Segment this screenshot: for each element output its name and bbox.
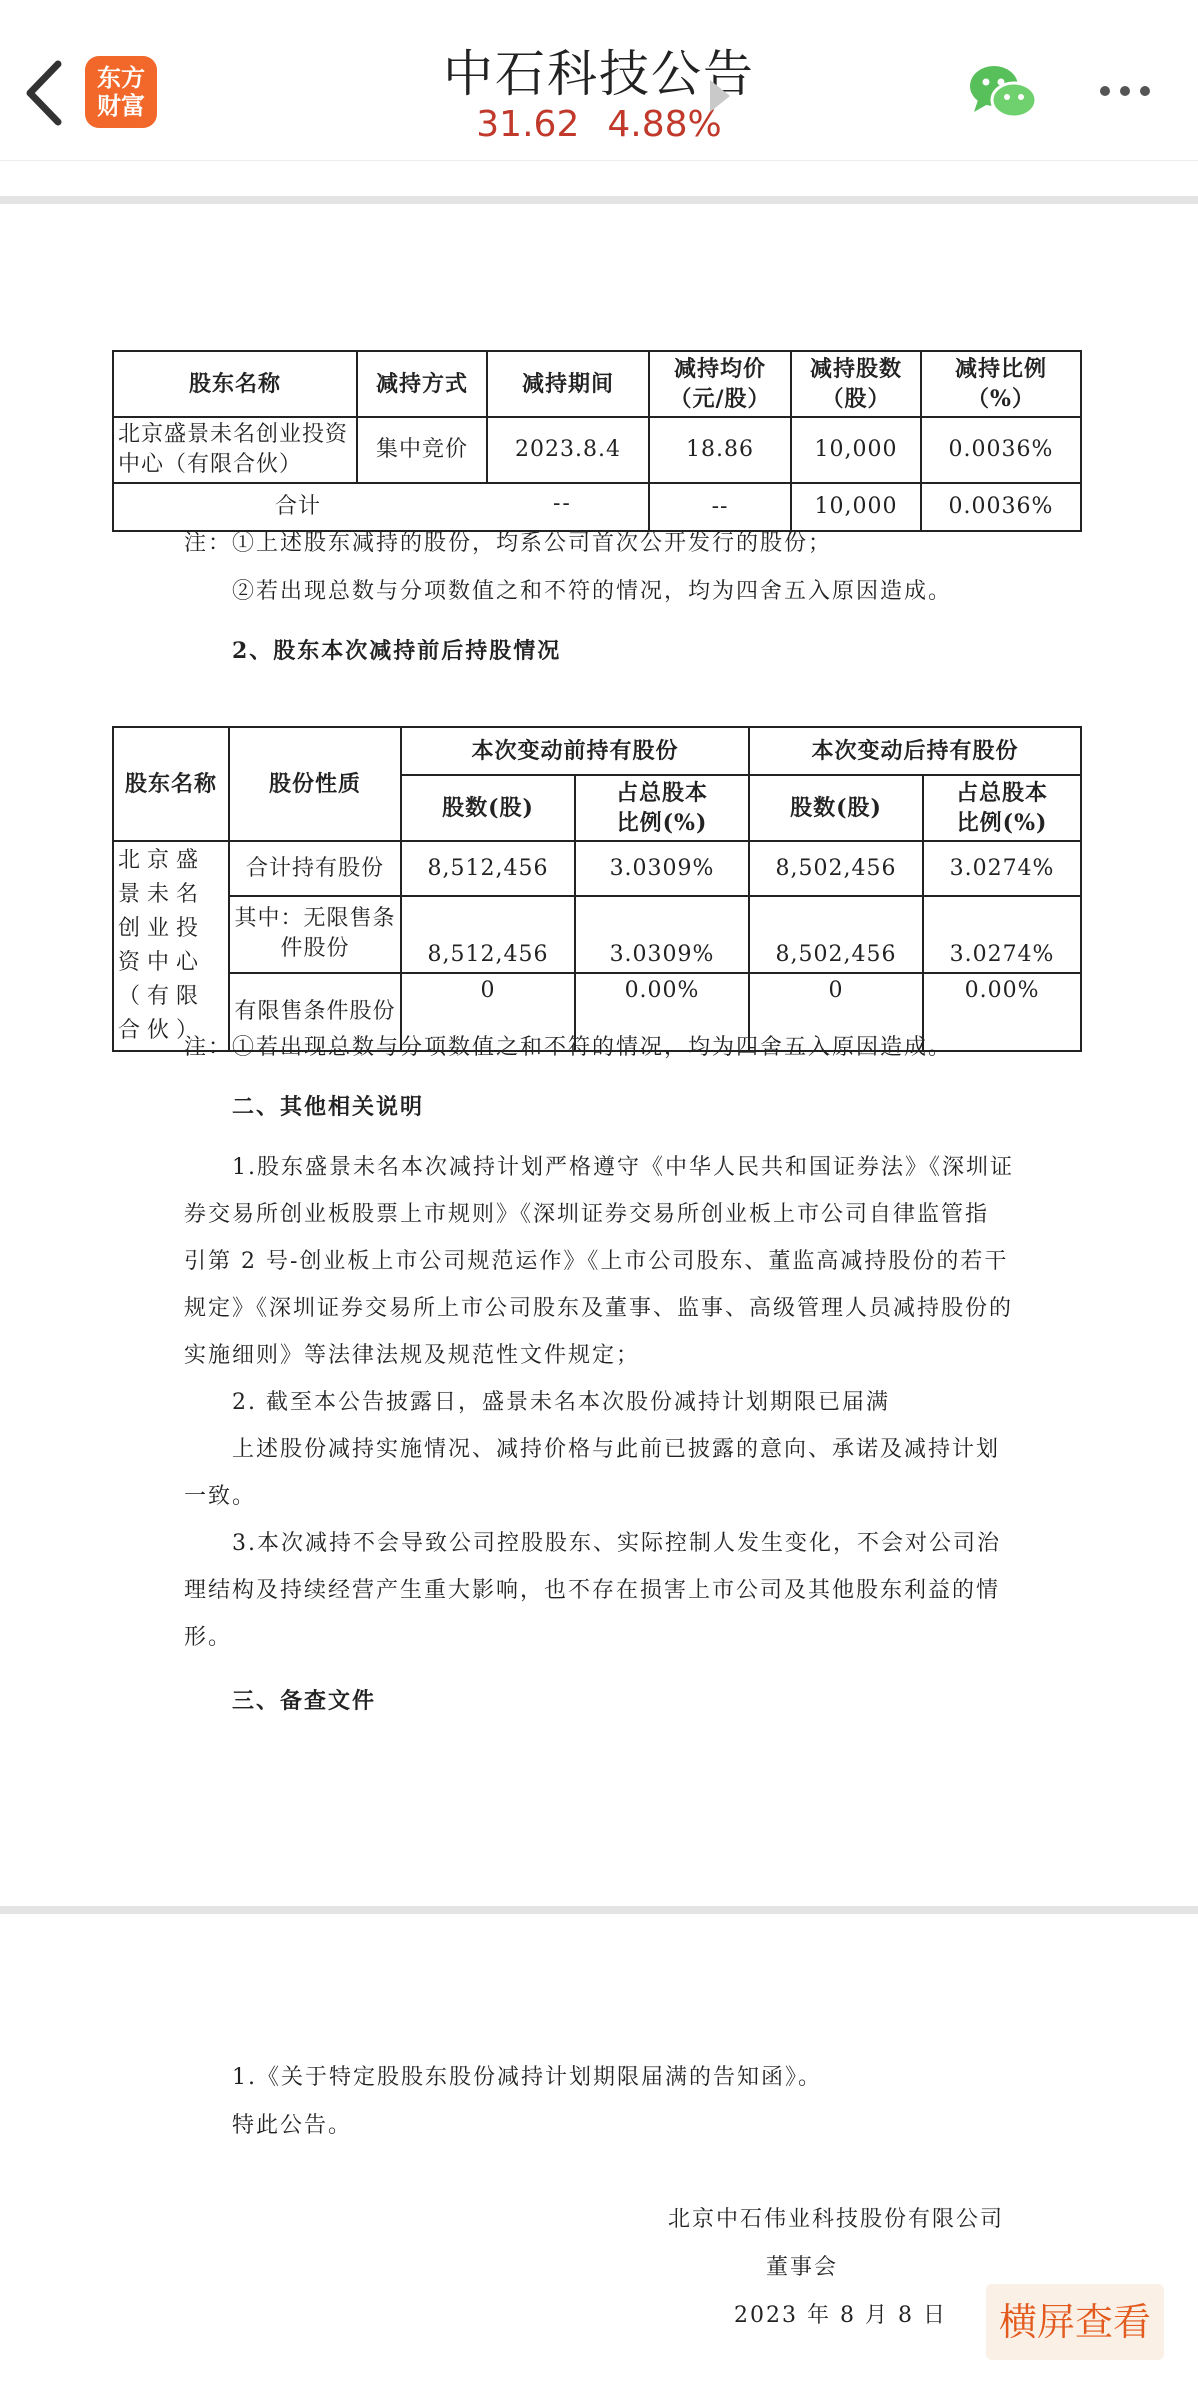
cell-shareholder: 北京盛景未名创业投资中心（有限合伙）: [113, 841, 229, 1051]
th-avg-price: 减持均价 （元/股）: [649, 351, 791, 417]
logo-text-line2: 财富: [97, 92, 145, 120]
note1-line1: 注：①上述股东减持的股份，均系公司首次公开发行的股份；: [184, 531, 833, 556]
th-after-shares: 股数(股): [749, 775, 923, 841]
cell-after-shares: 0: [749, 973, 923, 1051]
paragraph-line: 券交易所创业板股票上市规则》《深圳证券交易所创业板上市公司自律监管指: [184, 1202, 990, 1227]
cell-after-shares: 8,502,456: [749, 841, 923, 896]
table-row: [113, 841, 1081, 896]
wechat-share-icon[interactable]: [968, 62, 1038, 122]
cell-total-period: --: [553, 491, 572, 516]
th-after-ratio: 占总股本 比例(%): [923, 775, 1081, 841]
stock-change-pct: 4.88%: [607, 104, 722, 145]
more-options-icon[interactable]: [1100, 86, 1150, 96]
expand-triangle-icon[interactable]: [710, 80, 730, 112]
note1-line2: ②若出现总数与分项数值之和不符的情况，均为四舍五入原因造成。: [232, 579, 953, 604]
cell-total-label: 合计: [113, 483, 649, 531]
paragraph-line: 规定》《深圳证券交易所上市公司股东及董事、监事、高级管理人员减持股份的: [184, 1296, 1014, 1321]
cell-shareholder: 北京盛景未名创业投资中心（有限合伙）: [113, 417, 357, 483]
th-before-ratio: 占总股本 比例(%): [575, 775, 749, 841]
section-2-title: 2、股东本次减持前后持股情况: [232, 638, 562, 664]
cell-after-ratio: 3.0274%: [923, 841, 1081, 896]
signature-company: 北京中石伟业科技股份有限公司: [668, 2207, 1005, 2232]
cell-after-ratio: 0.00%: [923, 973, 1081, 1051]
table-row: [113, 417, 1081, 483]
th-nature: 股份性质: [229, 727, 401, 841]
th-ratio: 减持比例 （%）: [921, 351, 1081, 417]
cell-total-shares: 10,000: [791, 483, 921, 531]
cell-ratio: 0.0036%: [921, 417, 1081, 483]
cell-before-ratio: 3.0309%: [575, 841, 749, 896]
cell-nature: 其中：无限售条件股份: [229, 896, 401, 972]
cell-before-shares: 8,512,456: [401, 896, 575, 972]
page-title: 中石科技公告: [443, 45, 755, 103]
cell-before-shares: 0: [401, 973, 575, 1051]
cell-total-avg-price: --: [649, 483, 791, 531]
holding-change-table: [112, 726, 1082, 1052]
paragraph-line: 上述股份减持实施情况、减持价格与此前已披露的意向、承诺及减持计划: [232, 1437, 1001, 1462]
cell-period: 2023.8.4: [487, 417, 649, 483]
cell-after-shares: 8,502,456: [749, 896, 923, 972]
cell-nature: 有限售条件股份: [229, 973, 401, 1051]
section-files-title: 三、备查文件: [232, 1688, 377, 1714]
signature-date: 2023 年 8 月 8 日: [734, 2303, 947, 2328]
stock-price: 31.62: [476, 104, 580, 145]
cell-total-ratio: 0.0036%: [921, 483, 1081, 531]
divider: [0, 196, 1198, 204]
paragraph-line: 2. 截至本公告披露日，盛景未名本次股份减持计划期限已届满: [232, 1390, 890, 1415]
signature-board: 董事会: [766, 2255, 839, 2280]
th-shareholder: 股东名称: [113, 727, 229, 841]
cell-before-ratio: 3.0309%: [575, 896, 749, 972]
th-after: 本次变动后持有股份: [749, 727, 1081, 775]
paragraph-line: 一致。: [184, 1484, 257, 1509]
cell-before-shares: 8,512,456: [401, 841, 575, 896]
th-period: 减持期间: [487, 351, 649, 417]
logo-text-line1: 东方: [97, 64, 145, 92]
section-other-title: 二、其他相关说明: [232, 1094, 425, 1120]
file-item: 1.《关于特定股股东股份减持计划期限届满的告知函》。: [232, 2065, 822, 2090]
table-header-row: [113, 351, 1081, 417]
cell-method: 集中竞价: [357, 417, 487, 483]
th-method: 减持方式: [357, 351, 487, 417]
paragraph-line: 引第 2 号-创业板上市公司规范运作》《上市公司股东、董监高减持股份的若干: [184, 1249, 1009, 1274]
th-before: 本次变动前持有股份: [401, 727, 749, 775]
cell-shares: 10,000: [791, 417, 921, 483]
cell-before-ratio: 0.00%: [575, 973, 749, 1051]
table-header-row: [113, 727, 1081, 775]
landscape-view-button[interactable]: 横屏查看: [986, 2284, 1164, 2360]
th-before-shares: 股数(股): [401, 775, 575, 841]
cell-after-ratio: 3.0274%: [923, 896, 1081, 972]
paragraph-line: 形。: [184, 1625, 233, 1650]
closing-text: 特此公告。: [232, 2113, 353, 2138]
page-break-divider: [0, 1906, 1198, 1914]
reduction-detail-table: [112, 350, 1082, 532]
th-shares: 减持股数 （股）: [791, 351, 921, 417]
cell-avg-price: 18.86: [649, 417, 791, 483]
note2: 注：①若出现总数与分项数值之和不符的情况，均为四舍五入原因造成。: [184, 1035, 953, 1060]
top-nav-bar: [0, 0, 1198, 161]
paragraph-line: 实施细则》等法律法规及规范性文件规定；: [184, 1343, 641, 1368]
paragraph-line: 1.股东盛景未名本次减持计划严格遵守《中华人民共和国证券法》《深圳证: [232, 1155, 1014, 1180]
th-shareholder: 股东名称: [113, 351, 357, 417]
cell-nature: 合计持有股份: [229, 841, 401, 896]
paragraph-line: 3.本次减持不会导致公司控股股东、实际控制人发生变化，不会对公司治: [232, 1531, 1001, 1556]
paragraph-line: 理结构及持续经营产生重大影响，也不存在损害上市公司及其他股东利益的情: [184, 1578, 1001, 1603]
table-row: [113, 896, 1081, 972]
